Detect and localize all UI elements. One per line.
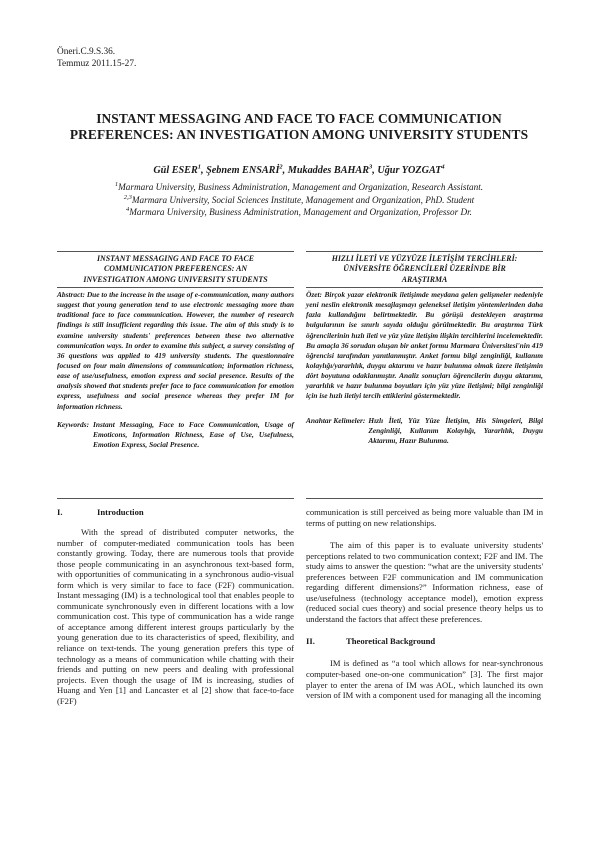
section-1-number: I. [57, 507, 63, 517]
author-name: Gül ESER [153, 165, 198, 176]
abstract-tr-label: Özet: [306, 289, 323, 299]
author-affiliation-marker: 4 [441, 163, 445, 171]
author-name: Uğur YOZGAT [377, 165, 442, 176]
intro-paragraph-continued: communication is still perceived as being more valuable than IM in terms of putting on new relationships. [306, 507, 543, 528]
abstract-en-title-line1: INSTANT MESSAGING AND FACE TO FACE [96, 254, 255, 263]
intro-paragraph-1: With the spread of distributed computer networks, the number of computer-mediated communication tools has been constantly growing. Today, there are numerous tools that provide those people communicating in an asynchronous text-based form, with opportunities of communicating in a synchronous audio-visual form which is very similar to face to face (F2F) communication. Instant messaging (IM) is a technological tool that enables people to communicate synchronously even in different locations with a low communication cost. This type of communication has a wide range of acceptance among different interest groups particularly by the young generation due to its characteristics of speed, flexibility, and reliance on text-tends. The young generation prefers this type of technology as a means of communication while chatting with their friends and putting on new peers and dealing with professional projects. Even though the usage of IM is increasing, studies of Huang and Yen [1] and Lancaster et al [2] show that face-to-face (F2F) [57, 527, 294, 706]
author-separator: , [372, 165, 378, 176]
keywords-en [57, 420, 294, 450]
abstract-tr-box [306, 251, 543, 499]
section-1-title: Introduction [97, 507, 144, 517]
abstract-en-label: Abstract: [57, 289, 85, 299]
affiliation-line [60, 181, 538, 194]
journal-issue: Öneri.C.9.S.36. [57, 47, 116, 57]
keywords-tr-label: Anahtar Kelimeler: [306, 415, 366, 425]
affiliation-marker: 1 [114, 180, 119, 188]
intro-paragraph-2: The aim of this paper is to evaluate university students' perceptions related to two communication context; F2F and IM. The study aims to answer the question: “what are the university students' preferences between F2F communication and IM communication regarding different dimensions?” Information richness, ease of use/usefulness (technology acceptance model), emotion express (reduced social cues theory) and social presence theory helps us to understand the factors that affect these preferences. [306, 540, 543, 624]
section-2-heading [306, 636, 543, 646]
paper-title-line1: INSTANT MESSAGING AND FACE TO FACE COMMUNICATION [96, 111, 502, 126]
author-affiliation-marker: 1 [197, 163, 202, 171]
author-separator: , [282, 165, 288, 176]
abstract-en-title [57, 254, 294, 285]
section-1-paragraph [57, 527, 294, 706]
section-2-paragraph [306, 658, 543, 700]
author-affiliation-marker: 2 [279, 163, 283, 171]
author-name: Mukaddes BAHAR [287, 165, 370, 176]
journal-date-pages: Temmuz 2011.15-27. [57, 58, 137, 69]
abstract-tr-text: Birçok yazar elektronik iletişimde meydana gelen gelişmeler nedeniyle yeni neslin elektronik mesajlaşmayı geleneksel iletişim yöntemlerinden daha fazla kullandığını belirtmektedir. Bu görüşü destekleyen araştırma bulgularının ise sınırlı sayıda olduğu görülmektedir. Bu araştırma Türk öğrencilerinin hızlı ileti ve yüz yüze iletişim ilişkin tercihlerini incelemektedir. Bu amaçla 36 sorudan oluşan bir anket formu Marmara Üniversitesi'nin 419 öğrencisi tarafından yanıtlanmıştır. Anket formu bilgi zenginliği, kullanım kolaylığı/yararlılık, duygu aktarımı ve hazır bulunma olmak üzere iletişimin dört boyutuna odaklanmıştır. Analiz sonuçları öğrencilerin duygu aktarımı, yararlılık ve hazır bulunma boyutları için yüz yüze iletişimi; bilgi zenginliği için ise hızlı iletiyi tercih ettiklerini göstermektedir. [306, 289, 543, 401]
section-2-title: Theoretical Background [346, 636, 436, 647]
affiliation-marker: 4 [126, 205, 130, 213]
section-2-number: II. [306, 636, 315, 647]
abstract-en-title-line2: COMMUNICATION PREFERENCES: AN [103, 264, 248, 274]
keywords-tr [306, 416, 543, 446]
abstract-tr-title-line2: ÜNİVERSİTE ÖĞRENCİLERİ ÜZERİNDE BİR [343, 264, 506, 274]
affiliation-text: Marmara University, Social Sciences Institute, Management and Organization, PhD. Student [131, 194, 475, 205]
paper-title-line2: PREFERENCES: AN INVESTIGATION AMONG UNIVERSITY STUDENTS [69, 127, 529, 142]
keywords-tr-text: Hızlı İleti, Yüz Yüze İletişim, His Simgeleri, Bilgi Zenginliği, Kullanım Kolaylığı, Yararlılık, Duygu Aktarımı, Hazır Bulunma. [368, 415, 543, 445]
affiliation-text: Marmara University, Business Administration, Management and Organization, Research Assistant. [118, 182, 484, 192]
abstract-en-title-line3: INVESTIGATION AMONG UNIVERSITY STUDENTS [83, 274, 268, 284]
abstract-tr-body [306, 290, 543, 402]
author-list [40, 165, 558, 176]
author-affiliation-marker: 3 [369, 163, 373, 171]
left-column [57, 507, 294, 706]
abstract-en-text: Due to the increase in the usage of e-communication, many authors suggest that young generation tend to use electronic messaging more than traditional face to face communication. However, the number of research findings is still insufficient regarding this issue. The aim of this study is to examine university students' preferences between these two alternative communication ways. In order to examine this subject, a survey consisting of 36 questions was applied to 419 university students. The questionnaire focused on four main dimensions of communication; information richness, ease of use/usefulness, emotion express and social presence. Results of the analysis showed that students prefer face to face communication for emotion express, usefulness and social presence whereas they prefer IM for information richness. [57, 289, 294, 411]
right-column-text [306, 507, 543, 624]
affiliation-marker: 2,3 [123, 193, 132, 201]
affiliation-line [60, 206, 538, 219]
abstract-en-body [57, 290, 294, 412]
author-name: Şebnem ENSARİ [206, 165, 280, 176]
abstract-tr-title [306, 254, 543, 285]
affiliation-line [60, 194, 538, 207]
journal-meta [57, 47, 136, 70]
author-separator: , [201, 165, 207, 176]
right-column [306, 507, 543, 701]
abstract-tr-title-line3: ARAŞTIRMA [401, 274, 448, 284]
background-paragraph-1: IM is defined as “a tool which allows for near-synchronous computer-based one-on-one communication” [3]. The first major player to enter the arena of IM was AOL, which launched its own version of IM with a component used for managing all the incoming [306, 658, 543, 701]
affiliation-list [60, 181, 538, 219]
abstract-en-box [57, 251, 294, 499]
section-1-heading [57, 507, 294, 517]
paper-title [40, 111, 558, 143]
keywords-en-label: Keywords: [57, 419, 90, 429]
keywords-en-text: Instant Messaging, Face to Face Communication, Usage of Emoticons, Information Richness, Ease of Use, Usefulness, Emotion Express, Social Presence. [93, 419, 294, 450]
abstract-tr-title-line1: HIZLI İLETİ VE YÜZYÜZE İLETİŞİM TERCİHLERİ: [331, 254, 518, 263]
affiliation-text: Marmara University, Business Administration, Management and Organization, Professor Dr. [129, 207, 472, 217]
